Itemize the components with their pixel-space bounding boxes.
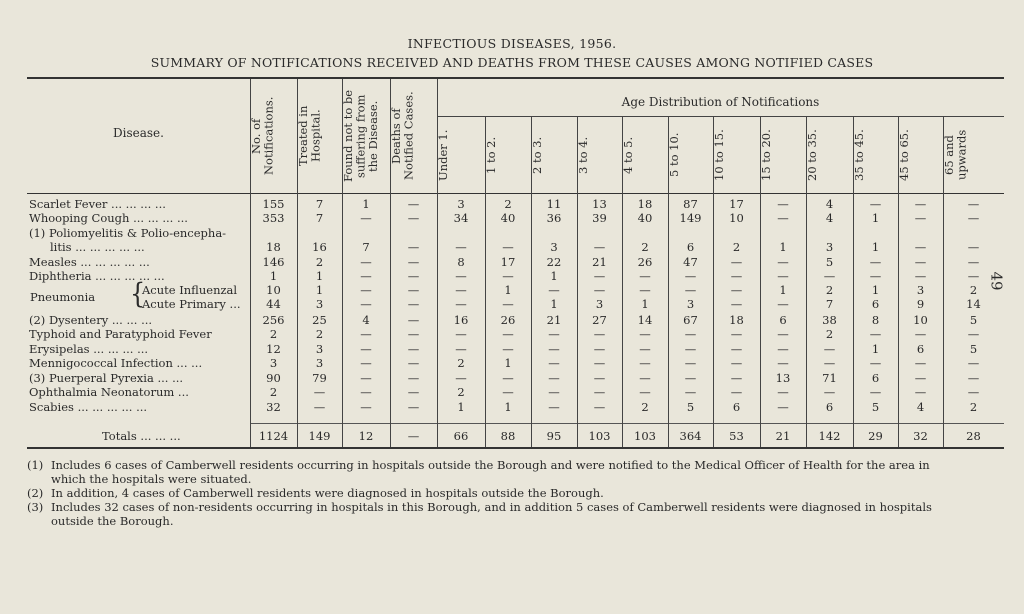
table-cell: 18 [637, 197, 653, 211]
table-cell: 6 [732, 400, 741, 414]
table-cell: — [593, 283, 606, 297]
table-cell: — [313, 385, 326, 399]
footnote-number: (2) [27, 486, 44, 500]
age-header-rule [437, 116, 1004, 117]
table-cell: — [407, 255, 420, 269]
table-cell: 3 [825, 240, 834, 254]
table-cell: 3 [269, 356, 278, 370]
table-cell: — [407, 327, 420, 341]
table-cell: — [502, 297, 514, 311]
table-cell: 1 [641, 297, 649, 311]
table-cell: 14 [637, 313, 653, 327]
row-label: Erysipelas ... ... ... ... [29, 342, 149, 356]
table-cell: — [967, 371, 980, 385]
table-cell: 5 [969, 342, 978, 356]
table-cell: — [777, 197, 789, 211]
table-cell: 3 [457, 197, 465, 211]
totals-cell: 66 [453, 429, 469, 443]
table-cell: 5 [969, 313, 978, 327]
table-cell: — [823, 385, 836, 399]
table-cell: 256 [262, 313, 285, 327]
table-cell: 12 [266, 342, 281, 356]
table-cell: 18 [266, 240, 281, 254]
table-cell: — [548, 327, 560, 341]
table-cell: — [869, 385, 882, 399]
table-cell: — [360, 371, 372, 385]
table-cell: 2 [825, 283, 834, 297]
table-cell: — [914, 211, 927, 225]
table-cell: 3 [315, 342, 324, 356]
table-cell: 2 [457, 356, 465, 370]
totals-label: Totals ... ... ... [102, 429, 181, 443]
table-cell: — [455, 297, 467, 311]
table-cell: — [548, 385, 560, 399]
table-cell: 4 [825, 211, 834, 225]
table-cell: 18 [729, 313, 744, 327]
table-cell: 1 [269, 269, 278, 283]
table-cell: 10 [913, 313, 928, 327]
table-cell: — [639, 356, 651, 370]
table-cell: — [593, 342, 606, 356]
table-cell: 4 [916, 400, 925, 414]
table-cell: 1 [504, 400, 512, 414]
totals-cell: — [407, 429, 420, 443]
table-cell: — [914, 269, 927, 283]
totals-cell: 29 [868, 429, 883, 443]
table-cell: — [777, 269, 789, 283]
table-cell: 27 [592, 313, 607, 327]
table-cell: 2 [269, 327, 278, 341]
table-cell: — [360, 327, 372, 341]
table-cell: 353 [262, 211, 285, 225]
totals-cell: 95 [546, 429, 562, 443]
row-label: Measles ... ... ... ... ... [29, 255, 150, 269]
table-cell: — [593, 327, 606, 341]
totals-cell: 103 [634, 429, 656, 443]
totals-cell: 142 [818, 429, 841, 443]
table-cell: 40 [637, 211, 653, 225]
table-cell: 11 [546, 197, 562, 211]
table-cell: 1 [504, 356, 512, 370]
footnote-continuation: outside the Borough. [51, 514, 174, 528]
table-cell: — [455, 240, 467, 254]
table-cell: 21 [592, 255, 607, 269]
table-cell: 6 [916, 342, 925, 356]
table-cell: 6 [871, 371, 880, 385]
table-cell: 1 [779, 240, 787, 254]
table-cell: — [684, 269, 697, 283]
table-cell: — [407, 283, 420, 297]
table-cell: — [639, 283, 651, 297]
totals-cell: 1124 [258, 429, 289, 443]
table-cell: — [914, 240, 927, 254]
table-cell: 2 [969, 400, 978, 414]
table-cell: — [730, 356, 743, 370]
table-cell: — [823, 356, 836, 370]
row-label: Typhoid and Paratyphoid Fever [29, 327, 212, 341]
table-cell: 71 [822, 371, 837, 385]
table-cell: 2 [315, 255, 324, 269]
footnote-text: Includes 32 cases of non-residents occurring in hospitals in this Borough, and in addition 5 cases of Camberwell residents were diagnosed in hospitals [51, 500, 932, 514]
table-cell: — [360, 269, 372, 283]
footnote [27, 458, 987, 486]
totals-cell: 28 [966, 429, 981, 443]
row-label: Scarlet Fever ... ... ... ... [29, 197, 166, 211]
table-cell: — [869, 269, 882, 283]
table-cell: 90 [266, 371, 281, 385]
row-label: litis ... ... ... ... ... [50, 240, 145, 254]
table-cell: — [593, 385, 606, 399]
table-cell: 1 [504, 283, 512, 297]
table-cell: 1 [779, 283, 787, 297]
table-cell: 6 [686, 240, 695, 254]
table-cell: — [967, 255, 980, 269]
table-cell: — [967, 197, 980, 211]
table-cell: 6 [779, 313, 787, 327]
page-number: 49 [987, 271, 1006, 291]
header-age-11: 65 and upwards [942, 129, 969, 181]
table-cell: 1 [315, 283, 324, 297]
table-cell: — [777, 342, 789, 356]
table-cell: — [360, 283, 372, 297]
table-cell: — [407, 313, 420, 327]
header-age-2: 2 to 3. [530, 136, 544, 174]
table-cell: — [455, 371, 467, 385]
table-cell: — [967, 240, 980, 254]
table-cell: — [360, 400, 372, 414]
table-cell: — [407, 297, 420, 311]
table-cell: — [593, 371, 606, 385]
table-cell: 8 [871, 313, 880, 327]
table-cell: — [360, 255, 372, 269]
table-cell: — [502, 385, 514, 399]
table-cell: 26 [637, 255, 653, 269]
table-cell: — [823, 342, 836, 356]
footnote-number: (1) [27, 458, 44, 472]
row-label: (3) Puerperal Pyrexia ... ... [29, 371, 184, 385]
table-cell: 2 [641, 400, 649, 414]
row-label: Whooping Cough ... ... ... ... [29, 211, 188, 225]
table-cell: 10 [729, 211, 744, 225]
table-cell: — [455, 283, 467, 297]
table-cell: — [684, 385, 697, 399]
table-cell: — [730, 255, 743, 269]
table-cell: 2 [732, 240, 741, 254]
table-cell: — [502, 269, 514, 283]
table-cell: 3 [315, 356, 324, 370]
table-cell: — [407, 342, 420, 356]
table-cell: — [684, 327, 697, 341]
table-cell: — [730, 283, 743, 297]
table-cell: 2 [641, 240, 649, 254]
table-cell: 3 [916, 283, 925, 297]
totals-cell: 21 [775, 429, 791, 443]
table-cell: 39 [592, 211, 607, 225]
footnote [27, 486, 987, 500]
table-cell: 2 [504, 197, 512, 211]
table-cell: — [407, 240, 420, 254]
table-cell: — [967, 211, 980, 225]
table-cell: 3 [315, 297, 324, 311]
totals-cell: 149 [308, 429, 331, 443]
table-cell: — [360, 385, 372, 399]
header-age-1: 1 to 2. [484, 136, 498, 174]
table-cell: 1 [457, 400, 465, 414]
row-label: Diphtheria ... ... ... ... ... [29, 269, 165, 283]
table-cell: 149 [679, 211, 702, 225]
table-cell: 9 [916, 297, 925, 311]
header-age-8: 20 to 35. [805, 129, 819, 181]
row-label: Acute Primary ... [142, 297, 241, 311]
table-cell: 7 [825, 297, 834, 311]
header-treated-in-hospital: Treated in Hospital. [296, 105, 323, 167]
footnote-text: In addition, 4 cases of Camberwell residents were diagnosed in hospitals outside the Borough. [51, 486, 604, 500]
table-cell: — [360, 356, 372, 370]
row-label: (2) Dysentery ... ... ... [29, 313, 153, 327]
table-cell: 17 [500, 255, 516, 269]
table-cell: — [593, 269, 606, 283]
table-cell: — [777, 385, 789, 399]
table-cell: — [914, 385, 927, 399]
table-cell: 22 [546, 255, 562, 269]
table-cell: — [502, 327, 514, 341]
table-cell: — [407, 197, 420, 211]
table-cell: — [360, 211, 372, 225]
table-cell: 2 [315, 327, 324, 341]
table-cell: 2 [825, 327, 834, 341]
table-cell: 36 [546, 211, 562, 225]
table-cell: 16 [453, 313, 469, 327]
table-cell: 1 [550, 297, 558, 311]
header-age-7: 15 to 20. [759, 129, 773, 181]
header-rule [27, 193, 1004, 194]
table-cell: — [730, 327, 743, 341]
table-cell: 25 [312, 313, 327, 327]
table-cell: — [777, 211, 789, 225]
table-cell: — [593, 240, 606, 254]
table-cell: — [730, 269, 743, 283]
table-cell: 2 [269, 385, 278, 399]
table-cell: — [777, 400, 789, 414]
header-not-suffering: Found not to be suffering from the Disease. [341, 89, 380, 183]
table-cell: — [730, 342, 743, 356]
table-cell: 44 [266, 297, 281, 311]
table-cell: — [407, 211, 420, 225]
table-cell: — [914, 255, 927, 269]
table-cell: — [967, 327, 980, 341]
table-cell: — [455, 269, 467, 283]
table-cell: 5 [825, 255, 834, 269]
totals-rule [250, 423, 1004, 424]
table-cell: — [914, 356, 927, 370]
table-cell: 34 [453, 211, 469, 225]
table-cell: 5 [871, 400, 880, 414]
table-cell: 17 [729, 197, 744, 211]
table-subtitle: SUMMARY OF NOTIFICATIONS RECEIVED AND DEATHS FROM THESE CAUSES AMONG NOTIFIED CASES [150, 55, 874, 70]
table-cell: 7 [315, 211, 324, 225]
footnote-text: Includes 6 cases of Camberwell residents occurring in hospitals outside the Borough and were notified to the Medical Officer of Health for the area in [51, 458, 930, 472]
table-cell: 4 [825, 197, 834, 211]
table-cell: — [823, 269, 836, 283]
row-label: Mennigococcal Infection ... ... [29, 356, 203, 370]
totals-cell: 103 [588, 429, 611, 443]
table-cell: 5 [686, 400, 695, 414]
row-label: Acute Influenzal [142, 283, 238, 297]
table-cell: — [914, 371, 927, 385]
row-label: Ophthalmia Neonatorum ... [29, 385, 189, 399]
table-cell: — [639, 327, 651, 341]
table-cell: 2 [457, 385, 465, 399]
table-cell: — [407, 385, 420, 399]
header-age-4: 4 to 5. [621, 136, 635, 174]
totals-cell: 88 [500, 429, 516, 443]
table-cell: — [869, 255, 882, 269]
table-cell: — [777, 297, 789, 311]
table-cell: — [455, 342, 467, 356]
table-cell: — [593, 400, 606, 414]
row-label: Scabies ... ... ... ... ... [29, 400, 148, 414]
table-cell: 7 [315, 197, 324, 211]
table-cell: 13 [775, 371, 791, 385]
table-cell: — [777, 327, 789, 341]
table-cell: — [360, 297, 372, 311]
table-cell: — [407, 371, 420, 385]
table-cell: — [777, 255, 789, 269]
table-cell: 38 [822, 313, 837, 327]
table-cell: — [502, 342, 514, 356]
footnote-number: (3) [27, 500, 44, 514]
table-cell: — [639, 385, 651, 399]
table-cell: 13 [592, 197, 607, 211]
header-age-9: 35 to 45. [852, 129, 866, 181]
table-cell: 3 [550, 240, 558, 254]
table-cell: — [407, 400, 420, 414]
table-cell: 1 [550, 269, 558, 283]
header-age-10: 45 to 65. [897, 129, 911, 181]
table-cell: — [548, 342, 560, 356]
table-cell: — [502, 240, 514, 254]
table-cell: — [967, 385, 980, 399]
header-deaths: Deaths of Notified Cases. [389, 91, 416, 181]
table-cell: — [914, 327, 927, 341]
table-cell: — [967, 269, 980, 283]
table-cell: — [777, 356, 789, 370]
table-cell: — [639, 269, 651, 283]
table-cell: 40 [500, 211, 516, 225]
table-cell: 32 [266, 400, 281, 414]
table-cell: — [548, 371, 560, 385]
disease-header: Disease. [113, 126, 164, 140]
table-cell: — [730, 371, 743, 385]
row-label: (1) Poliomyelitis & Polio-encepha- [29, 226, 227, 240]
totals-cell: 364 [679, 429, 702, 443]
table-cell: 3 [686, 297, 695, 311]
table-cell: — [360, 342, 372, 356]
table-cell: 1 [871, 211, 880, 225]
table-cell: — [593, 356, 606, 370]
table-cell: — [407, 269, 420, 283]
table-cell: 1 [871, 240, 880, 254]
footnote [27, 500, 987, 528]
header-age-0: Under 1. [436, 129, 450, 181]
table-cell: 155 [262, 197, 285, 211]
table-cell: — [502, 371, 514, 385]
pneumonia-brace: { [130, 277, 146, 311]
table-cell: — [869, 197, 882, 211]
age-distribution-header: Age Distribution of Notifications [621, 95, 820, 109]
table-cell: — [455, 327, 467, 341]
header-age-6: 10 to 15. [712, 129, 726, 181]
table-cell: — [684, 356, 697, 370]
table-cell: — [313, 400, 326, 414]
table-cell: 1 [871, 283, 880, 297]
table-cell: 146 [262, 255, 285, 269]
table-cell: — [967, 356, 980, 370]
table-cell: 4 [362, 313, 370, 327]
bottom-rule [27, 447, 1004, 449]
table-cell: 21 [546, 313, 562, 327]
footnote-continuation: which the hospitals were situated. [51, 472, 252, 486]
table-cell: 87 [683, 197, 698, 211]
table-cell: — [639, 371, 651, 385]
table-cell: 8 [457, 255, 465, 269]
table-cell: — [684, 342, 697, 356]
table-cell: 67 [683, 313, 698, 327]
table-cell: 2 [969, 283, 978, 297]
table-cell: — [914, 197, 927, 211]
table-cell: 6 [825, 400, 834, 414]
table-cell: — [407, 356, 420, 370]
table-cell: 3 [595, 297, 604, 311]
pneumonia-label: Pneumonia [30, 290, 96, 304]
table-cell: — [869, 356, 882, 370]
table-cell: — [730, 297, 743, 311]
table-cell: 16 [312, 240, 327, 254]
table-cell: — [548, 356, 560, 370]
table-cell: 1 [871, 342, 880, 356]
table-cell: — [684, 283, 697, 297]
table-cell: 1 [315, 269, 324, 283]
table-cell: 10 [266, 283, 281, 297]
table-cell: 26 [500, 313, 516, 327]
table-cell: 7 [362, 240, 370, 254]
table-cell: 79 [312, 371, 327, 385]
header-notifications: No. of Notifications. [249, 96, 276, 176]
table-cell: 6 [871, 297, 880, 311]
table-cell: — [548, 283, 560, 297]
table-cell: — [869, 327, 882, 341]
totals-cell: 12 [358, 429, 374, 443]
table-cell: — [730, 385, 743, 399]
totals-cell: 53 [729, 429, 744, 443]
totals-cell: 32 [913, 429, 928, 443]
header-age-5: 5 to 10. [667, 132, 681, 178]
top-rule [27, 77, 1004, 79]
table-cell: 14 [966, 297, 981, 311]
table-cell: — [548, 400, 560, 414]
table-cell: — [684, 371, 697, 385]
table-title: INFECTIOUS DISEASES, 1956. [407, 36, 617, 51]
table-cell: 1 [362, 197, 370, 211]
table-cell: 47 [683, 255, 698, 269]
header-age-3: 3 to 4. [576, 136, 590, 174]
table-cell: — [639, 342, 651, 356]
